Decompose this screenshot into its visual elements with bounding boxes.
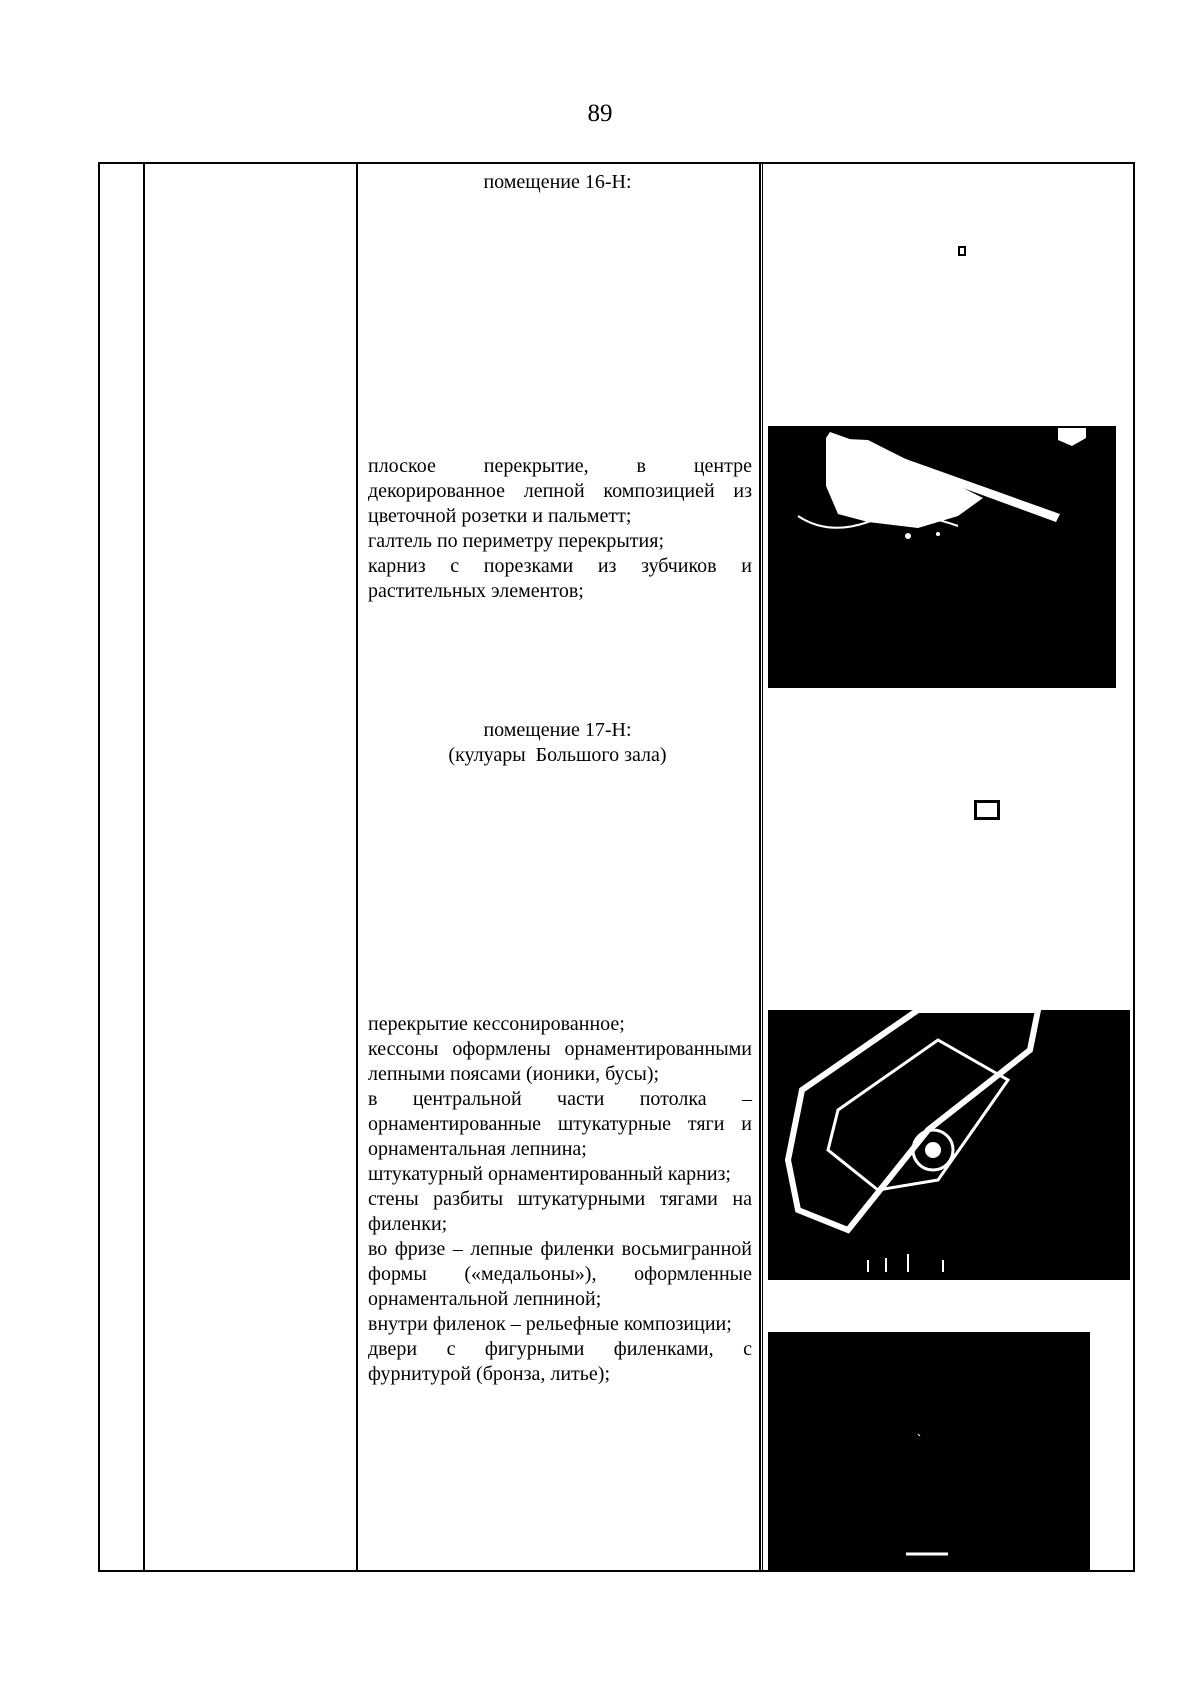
room-17-item: стены разбиты штукатурными тягами на филенки; bbox=[368, 1188, 752, 1235]
inventory-table bbox=[98, 162, 1135, 1572]
ceiling-photo-16-image bbox=[768, 426, 1116, 688]
room-17-item: кессоны оформлены орнаментированными лепными поясами (ионики, бусы); bbox=[368, 1038, 752, 1085]
page-number: 89 bbox=[587, 100, 613, 127]
column-divider bbox=[143, 164, 145, 1570]
room-17-item: двери с фигурными филенками, с фурнитурой (бронза, литье); bbox=[368, 1338, 752, 1385]
column-divider bbox=[356, 164, 358, 1570]
room-16-item: галтель по периметру перекрытия; bbox=[368, 530, 665, 552]
ceiling-photo-17 bbox=[768, 1010, 1130, 1280]
column-divider bbox=[759, 164, 761, 1570]
room-17-heading-block bbox=[356, 718, 759, 768]
room-17-item: перекрытие кессонированное; bbox=[368, 1013, 625, 1035]
ceiling-photo-16 bbox=[768, 426, 1116, 688]
ceiling-photo-17-image bbox=[768, 1010, 1130, 1280]
room-17-item: штукатурный орнаментированный карниз; bbox=[368, 1163, 731, 1185]
wall-photo-17-image bbox=[768, 1332, 1090, 1572]
room-16-item: плоское перекрытие, в центре декорированное лепной композицией из цветочной розетки и пальметт; bbox=[368, 455, 752, 527]
wall-photo-17 bbox=[768, 1332, 1090, 1572]
room-17-item: внутри филенок – рельефные композиции; bbox=[368, 1313, 732, 1335]
placeholder-frame-icon bbox=[958, 246, 966, 256]
room-17-description bbox=[368, 1012, 752, 1387]
room-16-item: карниз с порезками из зубчиков и растительных элементов; bbox=[368, 555, 752, 602]
room-17-item: в центральной части потолка – орнаментированные штукатурные тяги и орнаментальная лепнина; bbox=[368, 1088, 752, 1160]
column-divider bbox=[762, 164, 763, 1570]
room-16-description bbox=[368, 454, 752, 604]
room-17-item: во фризе – лепные филенки восьмигранной формы («медальоны»), оформленные орнаментальной лепниной; bbox=[368, 1238, 752, 1310]
room-17-subheading: (кулуары Большого зала) bbox=[448, 744, 667, 766]
room-16-heading: помещение 16-Н: bbox=[483, 171, 632, 193]
placeholder-frame-icon bbox=[974, 800, 1000, 820]
room-17-heading: помещение 17-Н: bbox=[483, 719, 632, 741]
